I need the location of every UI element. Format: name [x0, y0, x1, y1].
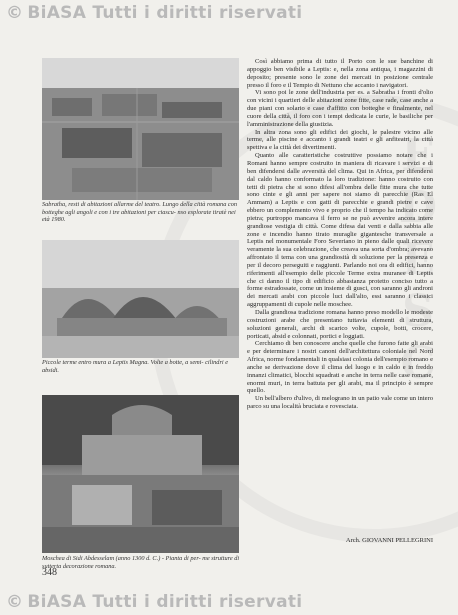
article-paragraph: Quanto alle caratteristiche costruttive possiamo notare che i Romani hanno sempre costruito in maniera di ricavare i servizi e di ben difendersi dalle avversità del clima. Qui in Africa, per difendersi dal caldo hanno conformato la loro tradizione: hanno costruito con tetti di pietra che si sono difesi all'ombra delle fitte mura che tutte sono cinte e gli anni per sapere noi siamo di parecchie (Ras El Ammam) a Leptis e con gatti di parecchie e grandi pietre e cave ebbero un complemento vivo e proprio che il tempo ha indicato come pietra; purtroppo mancava il ferro se ne può avvenire ancora intere grandiose vestigia di città. Come difesa dai venti e dalla sabbia alle zone e incendio hanno tirato muraglie gigantesche transversale a Leptis nel monumentale Foro Severiano in pieno dalle quali ricevere veramente la sua celebrazione, che creava una sorta d'ombra; avevano affrontato il tema con una grandiosità di soluzione per la presenza e per il decoro perseguiti e raggiunti. Parlando noi ora di edifici, hanno riferimenti all'esempio delle piccole Terme extra muranee di Leptis che ci danno il tipo di edificio abbastanza protetto conciso tutto a forme estradossate, come un insieme di gusci, con saranno gli androni dei mercati arabi con piccole luci dall'alto, essi saranno i classici aggruppamenti di cupole nelle moschee.	[247, 152, 433, 309]
article-paragraph: Dalla grandiosa tradizione romana hanno preso modello le modeste costruzioni arabe che presentano tuttavia elementi di struttura, soluzioni generali, archi di scarico volte, cupole, botti, crocere, porticati, absid e colonnati, portici e loggiati.	[247, 309, 433, 340]
page-number: 348	[42, 567, 57, 578]
photo-sabratha-image	[42, 58, 239, 200]
watermark-text: BiASA Tutti i diritti riservati	[27, 3, 303, 23]
figure-caption-2: Piccole terme entro mura a Leptis Magna. Volte a botte, a semi- cilindri e absidi.	[42, 359, 229, 374]
figure-caption-3: Moschea di Sidi Abdesselam (anno 1300 d. C.) - Pianta di per- me strutture di sutterta decorazione romana.	[42, 555, 240, 570]
figure-caption-1: Sabratha, resti di abitazioni allarme del teatro. Lungo della città romana con botteghe agli angoli e con i tre abitazioni per ciascu- nso esplorate tiratè nei età 1980.	[42, 201, 238, 224]
article-paragraph: Così abbiamo prima di tutto il Porto con le sue banchine di appoggio ben visibile a Leptis: e, nella zona antiqua, i magazzini di deposito; presente sono le zone dei mercati in posizione centrale presso il foro e il Tempio di Nettuno che accanto i navigatori.	[247, 58, 433, 89]
article-paragraph: In altra zona sono gli edifici dei giochi, le palestre vicino alle terme, alle piscine e accanto i grandi teatri e gli anfiteatri, la città spettiva e la città dei divertimenti.	[247, 128, 433, 152]
photo-mosque-image	[42, 395, 239, 553]
article-paragraph: Cerchiamo di ben conoscere anche quelle che furono fatte gli arabi e per determinare i nostri canoni dell'architettura coloniale nel Nord Africa, norme fondamentali in qualsiasi colonia dell'esempio romano e anche se derivazione dove il clima del luogo e in caldo e in freddo innanzi climatici, blocchi squadrati e anche in terra nelle case romane, enormi muri, in terra battuta per gli arabi, ma il principio è sempre quello.	[247, 340, 433, 395]
photo-leptis-baths	[42, 240, 239, 358]
author-signature: Arch. GIOVANNI PELLEGRINI	[345, 537, 433, 544]
photo-sabratha-ruins	[42, 58, 239, 200]
article-paragraph: Un bell'albero d'ulivo, di melograno in un patio vale come un intero parco su una località bruciata e rovesciata.	[247, 395, 433, 411]
watermark-banner-top	[0, 0, 458, 26]
article-body	[247, 58, 433, 528]
photo-mosque	[42, 395, 239, 553]
copyright-symbol: ©	[6, 3, 24, 23]
article-paragraph: Vi sono poi le zone dell'industria per es. a Sabratha i fronti d'olio con vicini i quartieri delle abitazioni zone fitte, case rade, case anche a due piani con solario e case d'affitto con botteghe e finalmente, nel cuore della città, il foro con i tempi dedicata le curie, le basiliche per l'amministrazione della giustizia.	[247, 89, 433, 128]
copyright-symbol: ©	[6, 592, 24, 612]
watermark-banner-bottom	[0, 589, 458, 615]
watermark-text: BiASA Tutti i diritti riservati	[27, 592, 303, 612]
seal-watermark-letters: E D E S C	[398, 130, 438, 389]
photo-leptis-image	[42, 240, 239, 358]
